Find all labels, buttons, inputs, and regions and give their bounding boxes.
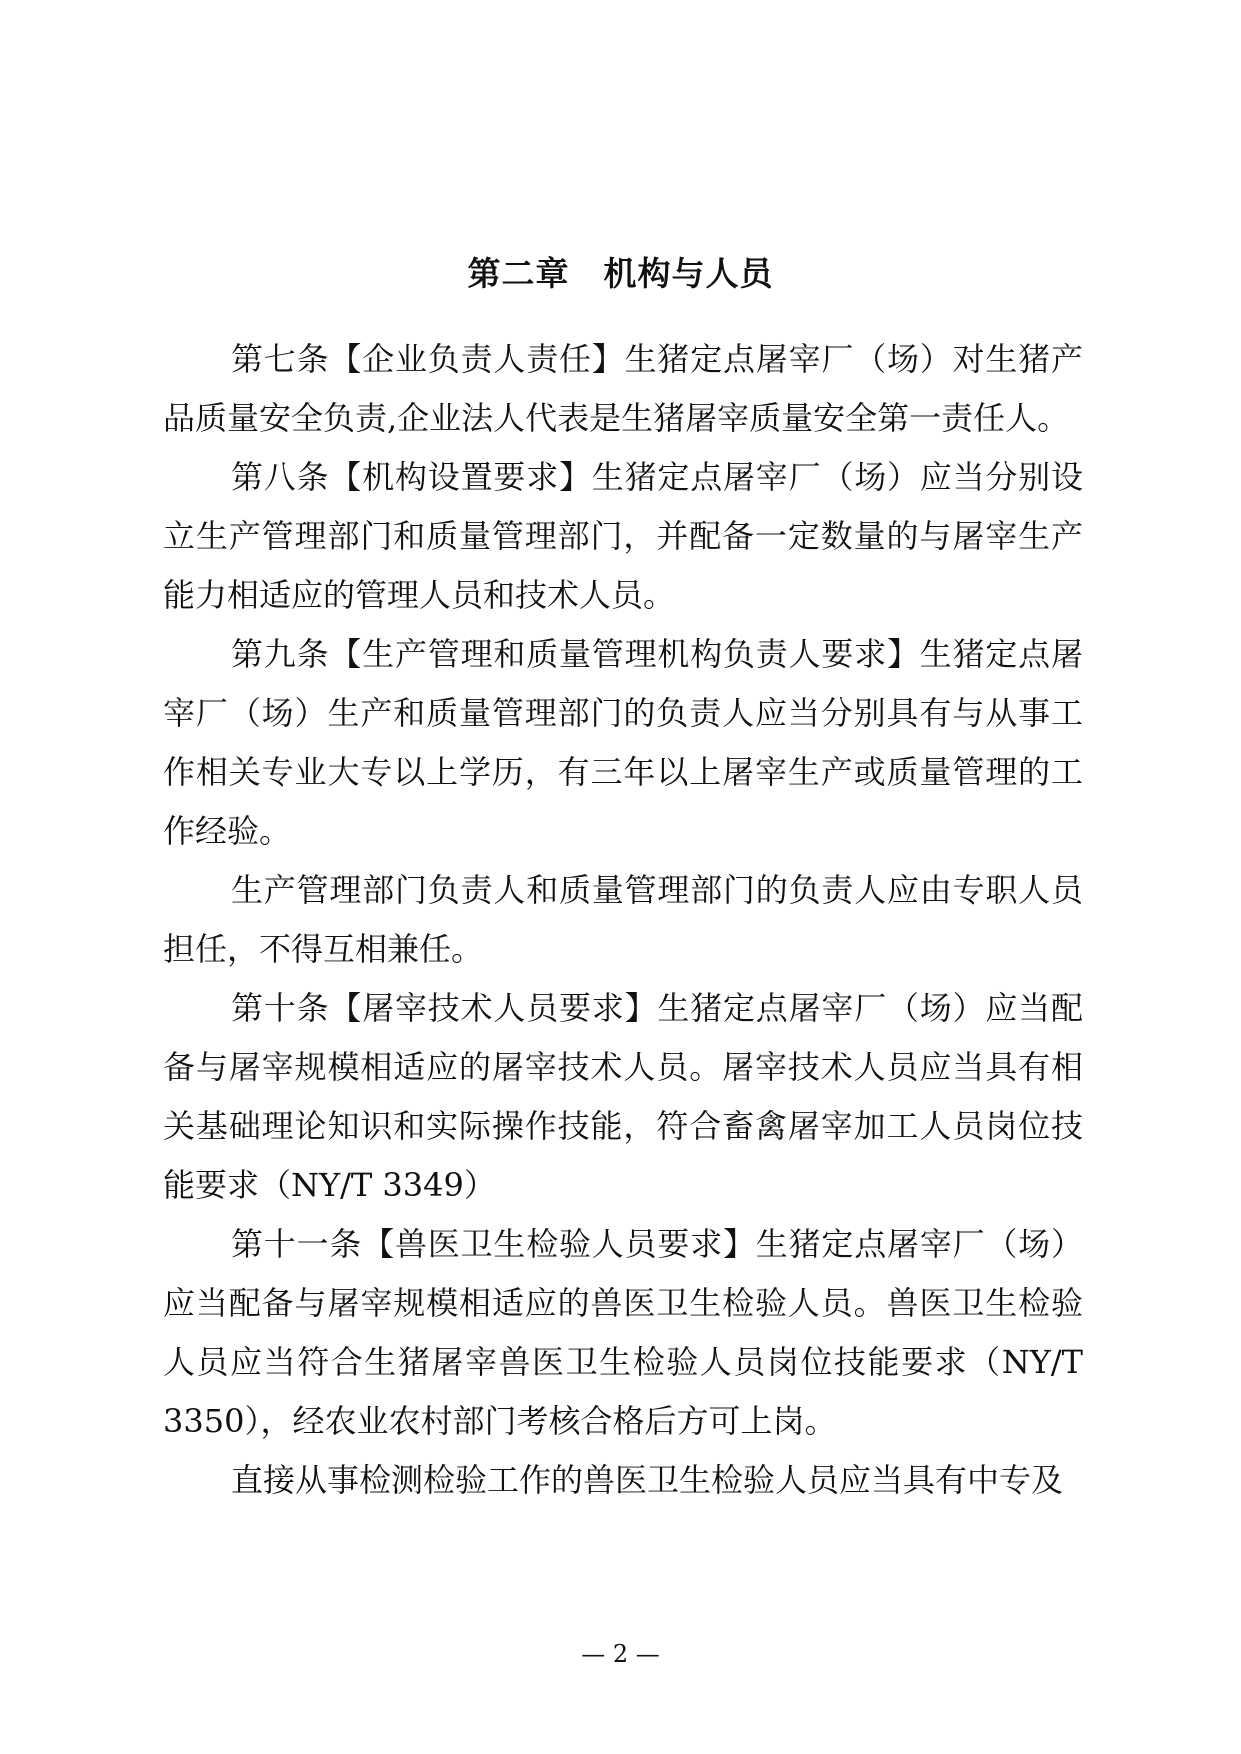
article-11-paragraph: 第十一条【兽医卫生检验人员要求】生猪定点屠宰厂（场）应当配备与屠宰规模相适应的兽医卫生检验人员。兽医卫生检验人员应当符合生猪屠宰兽医卫生检验人员岗位技能要求（NY/T 3350），经农业农村部门考核合格后方可上岗。: [163, 1225, 1083, 1440]
page-number: — 2 —: [581, 1640, 660, 1668]
body-text: [163, 330, 1083, 1510]
article-11-continuation-paragraph: 直接从事检测检验工作的兽医卫生检验人员应当具有中专及: [231, 1461, 1064, 1499]
article-7-paragraph: 第七条【企业负责人责任】生猪定点屠宰厂（场）对生猪产品质量安全负责,企业法人代表是生猪屠宰质量安全第一责任人。: [163, 340, 1083, 437]
article-8-paragraph: 第八条【机构设置要求】生猪定点屠宰厂（场）应当分别设立生产管理部门和质量管理部门，并配备一定数量的与屠宰生产能力相适应的管理人员和技术人员。: [163, 458, 1083, 614]
article-10-paragraph: 第十条【屠宰技术人员要求】生猪定点屠宰厂（场）应当配备与屠宰规模相适应的屠宰技术人员。屠宰技术人员应当具有相关基础理论知识和实际操作技能，符合畜禽屠宰加工人员岗位技能要求（NY/T 3349）: [163, 989, 1083, 1204]
article-9-paragraph: 第九条【生产管理和质量管理机构负责人要求】生猪定点屠宰厂（场）生产和质量管理部门的负责人应当分别具有与从事工作相关专业大专以上学历，有三年以上屠宰生产或质量管理的工作经验。: [163, 635, 1083, 850]
chapter-title: 第二章 机构与人员: [467, 254, 774, 293]
article-9-continuation-paragraph: 生产管理部门负责人和质量管理部门的负责人应由专职人员担任，不得互相兼任。: [163, 871, 1083, 968]
